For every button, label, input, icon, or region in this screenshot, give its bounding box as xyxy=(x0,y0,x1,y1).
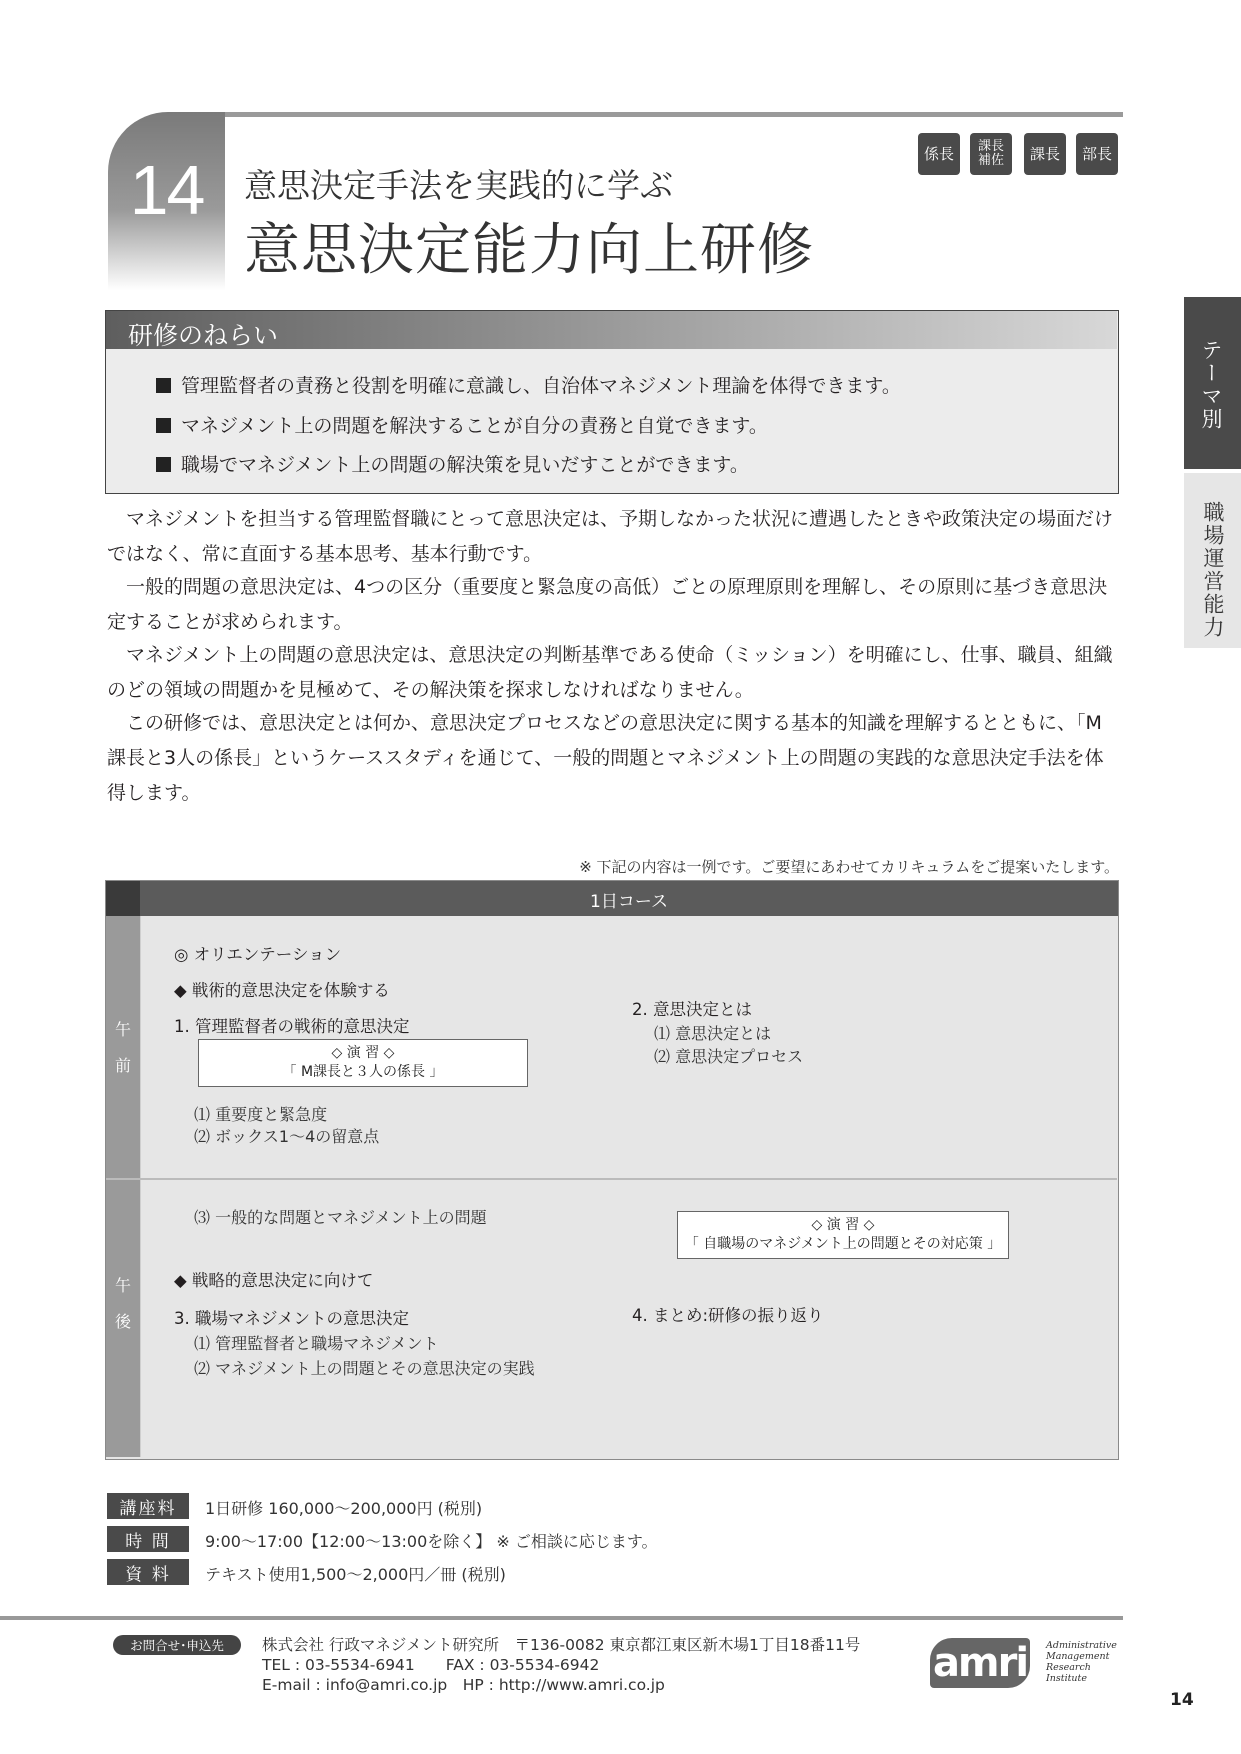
tactical-heading: ◆ 戦術的意思決定を体験する xyxy=(174,981,390,1000)
body-paragraph: この研修では、意思決定とは何か、意思決定プロセスなどの意思決定に関する基本的知識を理解するとともに、「M課長と3人の係長」というケーススタディを通じて、一般的問題とマネジメント上の問題の実践的な意思決定手法を体得します。 xyxy=(107,712,1104,804)
page-subtitle: 意思決定手法を実践的に学ぶ xyxy=(244,166,673,205)
square-bullet-icon xyxy=(156,457,171,472)
am-label-char: 午 xyxy=(114,1020,131,1039)
exercise-title: ◇ 演 習 ◇ xyxy=(331,1045,395,1061)
am-sub-3: ⑴ 意思決定とは xyxy=(654,1024,772,1043)
time-value: 9:00～17:00【12:00～13:00を除く】 ※ ご相談に応じます。 xyxy=(205,1532,658,1551)
side-tab-theme[interactable] xyxy=(1184,297,1241,469)
exercise-body: 「 自職場のマネジメント上の問題とその対応策 」 xyxy=(684,1236,1002,1252)
aim-text: 職場でマネジメント上の問題の解決策を見いだすことができます。 xyxy=(181,454,749,476)
square-bullet-icon xyxy=(156,378,171,393)
contact-line-3[interactable]: E-mail : info@amri.co.jp HP : http://www.amri.co.jp xyxy=(262,1676,665,1694)
aim-text: マネジメント上の問題を解決することが自分の責務と自覚できます。 xyxy=(181,415,768,437)
fee-label: 講座料 xyxy=(107,1493,189,1519)
side-tab-workplace[interactable] xyxy=(1184,473,1241,648)
pm-label-char: 後 xyxy=(114,1312,131,1331)
aims-heading: 研修のねらい xyxy=(128,321,279,350)
exercise-box-1 xyxy=(198,1039,528,1087)
square-bullet-icon xyxy=(156,418,171,433)
badge-kacho-hosa-label: 課長補佐 xyxy=(977,139,1004,168)
fee-value: 1日研修 160,000～200,000円 (税別) xyxy=(205,1499,483,1518)
body-paragraph: 一般的問題の意思決定は、4つの区分（重要度と緊急度の高低）ごとの原理原則を理解し、その原則に基づき意思決定することが求められます。 xyxy=(107,576,1108,633)
footer-rule xyxy=(0,1616,1123,1620)
am-item-1: 1. 管理監督者の戦術的意思決定 xyxy=(174,1017,410,1036)
logo-wordmark xyxy=(1046,1640,1117,1684)
logo-word: Management xyxy=(1046,1651,1110,1662)
am-sub-4: ⑵ 意思決定プロセス xyxy=(654,1047,804,1066)
side-tab-workplace-label: 職場運営能力 xyxy=(1201,501,1225,639)
aim-item xyxy=(156,450,749,477)
am-label-char: 前 xyxy=(114,1056,131,1075)
period-column xyxy=(106,916,140,1457)
badge-kakaricho: 係長 xyxy=(918,133,960,175)
pm-sub-5: ⑶ 一般的な問題とマネジメント上の問題 xyxy=(194,1208,487,1227)
orientation: ◎ オリエンテーション xyxy=(174,945,342,964)
am-item-2: 2. 意思決定とは xyxy=(632,1000,752,1019)
contact-line-1: 株式会社 行政マネジメント研究所 〒136-0082 東京都江東区新木場1丁目18番11号 xyxy=(262,1636,861,1654)
am-sub-2: ⑵ ボックス1～4の留意点 xyxy=(194,1127,380,1146)
am-pm-divider xyxy=(106,1178,1117,1180)
logo-word: Research xyxy=(1046,1662,1091,1673)
pm-label xyxy=(106,1268,140,1340)
aim-item xyxy=(156,371,901,398)
pm-sub-7: ⑵ マネジメント上の問題とその意思決定の実践 xyxy=(194,1359,535,1378)
am-label xyxy=(106,1012,140,1084)
badge-kacho: 課長 xyxy=(1024,133,1066,175)
badge-kacho-hosa xyxy=(970,133,1012,175)
aim-item xyxy=(156,411,768,438)
time-label: 時 間 xyxy=(107,1526,189,1552)
material-label: 資 料 xyxy=(107,1559,189,1585)
side-tab-theme-label: テーマ別 xyxy=(1199,339,1223,431)
am-sub-1: ⑴ 重要度と緊急度 xyxy=(194,1105,328,1124)
exercise-body: 「 M課長と３人の係長 」 xyxy=(282,1064,444,1080)
page-title: 意思決定能力向上研修 xyxy=(244,218,814,283)
curriculum-header-corner xyxy=(106,881,140,916)
body-paragraph: マネジメントを担当する管理監督職にとって意思決定は、予期しなかった状況に遭遇したときや政策決定の場面だけではなく、常に直面する基本思考、基本行動です。 xyxy=(107,508,1114,565)
amri-logo: amri xyxy=(930,1638,1030,1688)
exercise-box-2 xyxy=(677,1211,1009,1259)
material-value: テキスト使用1,500～2,000円／冊 (税別) xyxy=(205,1565,506,1584)
pm-sub-6: ⑴ 管理監督者と職場マネジメント xyxy=(194,1334,439,1353)
header-rule xyxy=(225,112,1123,117)
chapter-number: 14 xyxy=(129,151,204,229)
badge-bucho: 部長 xyxy=(1076,133,1118,175)
logo-word: Institute xyxy=(1046,1673,1087,1684)
column-divider xyxy=(140,916,141,1457)
exercise-title: ◇ 演 習 ◇ xyxy=(811,1217,875,1233)
contact-label: お問合せ･申込先 xyxy=(113,1635,241,1655)
course-title: 1日コース xyxy=(590,892,668,912)
body-paragraph: マネジメント上の問題の意思決定は、意思決定の判断基準である使命（ミッション）を明確にし、仕事、職員、組織のどの領域の問題かを見極めて、その解決策を探求しなければなりません。 xyxy=(107,644,1113,701)
curriculum-note: ※ 下記の内容は一例です。ご要望にあわせてカリキュラムをご提案いたします。 xyxy=(579,858,1119,876)
logo-word: Administrative xyxy=(1046,1640,1117,1651)
pm-label-char: 午 xyxy=(114,1276,131,1295)
aim-text: 管理監督者の責務と役割を明確に意識し、自治体マネジメント理論を体得できます。 xyxy=(181,375,901,397)
strategic-heading: ◆ 戦略的意思決定に向けて xyxy=(174,1271,374,1290)
contact-line-2: TEL : 03-5534-6941 FAX : 03-5534-6942 xyxy=(262,1656,600,1674)
pm-item-3: 3. 職場マネジメントの意思決定 xyxy=(174,1309,409,1328)
page-number: 14 xyxy=(1170,1690,1194,1710)
pm-item-4: 4. まとめ:研修の振り返り xyxy=(632,1306,824,1325)
